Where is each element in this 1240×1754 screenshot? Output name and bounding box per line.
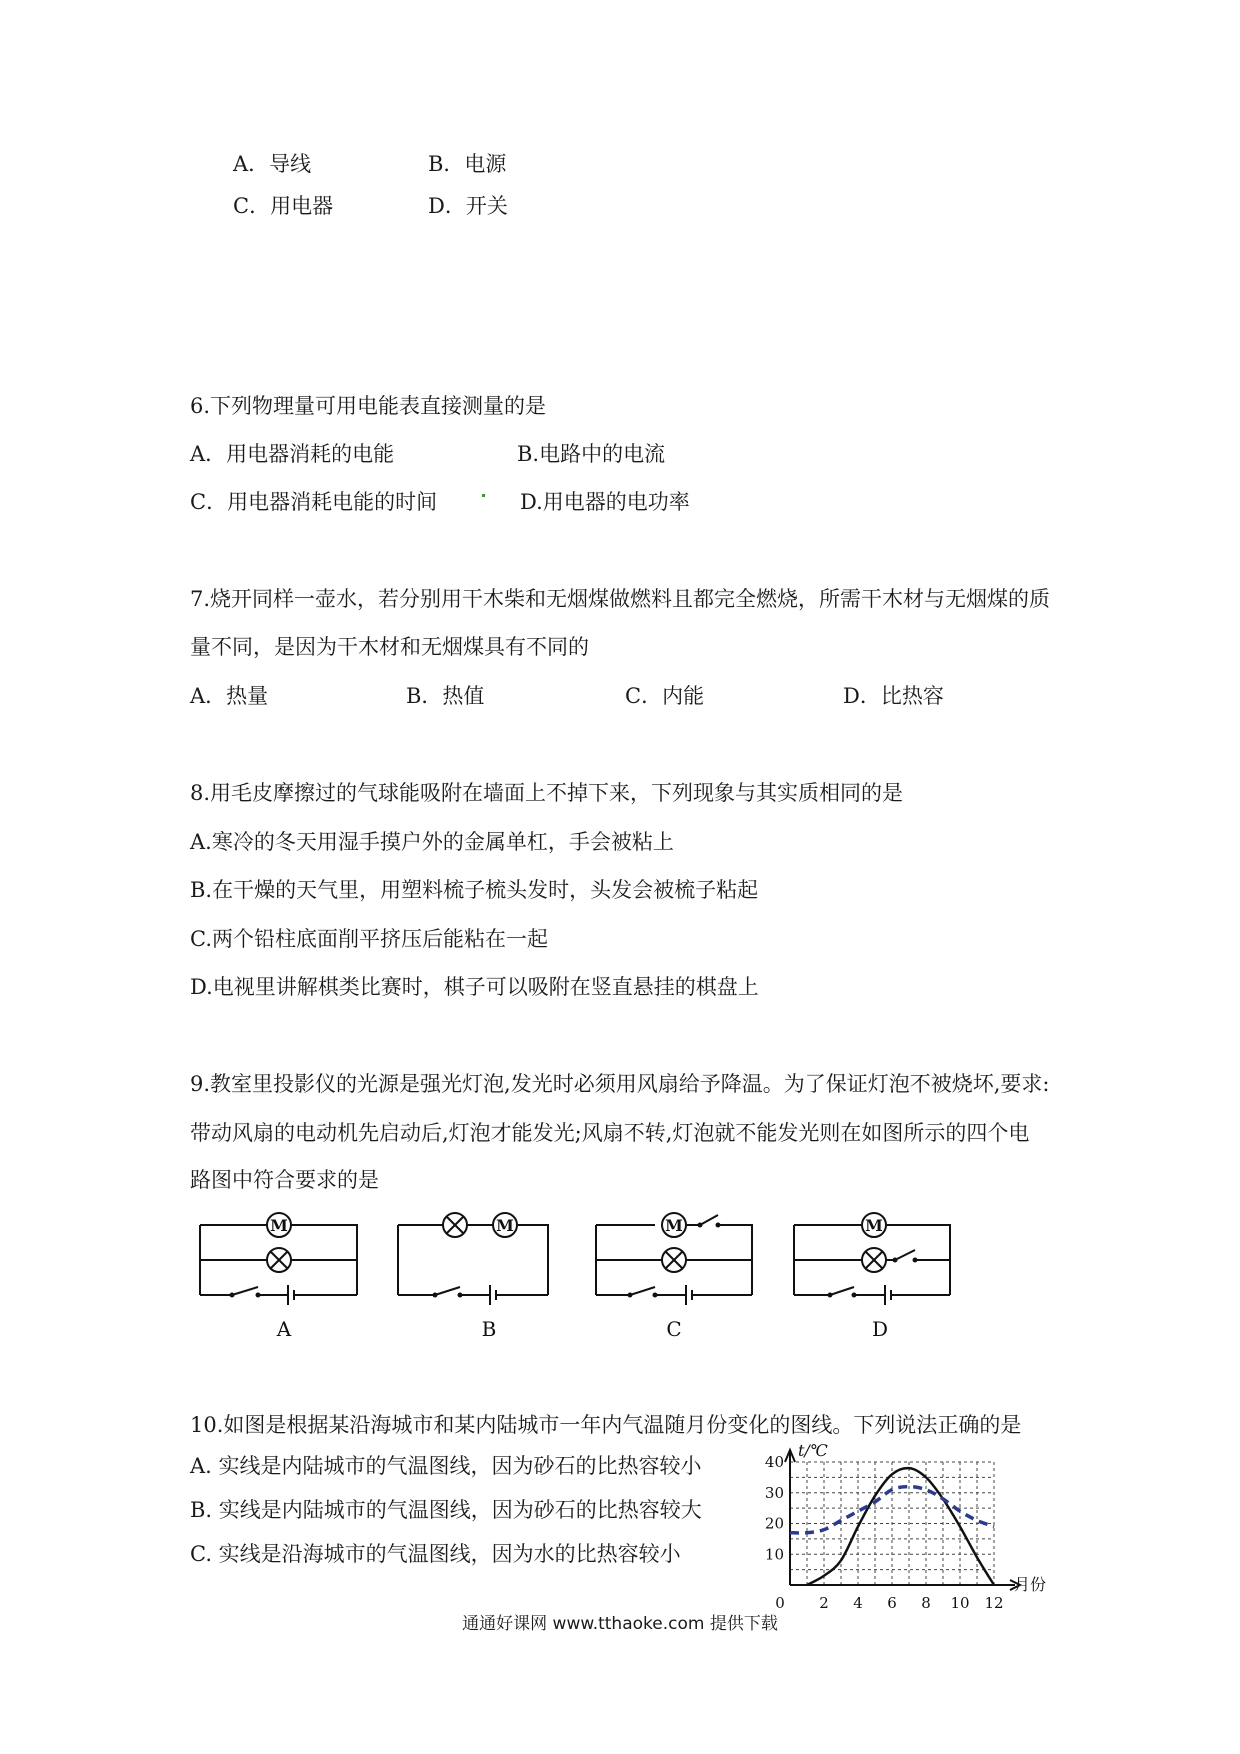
circuit-label-c: C xyxy=(666,1317,682,1341)
page-footer: 通通好课网 www.tthaoke.com 提供下载 xyxy=(462,1614,778,1634)
q8-option-c: C.两个铅柱底面削平挤压后能粘在一起 xyxy=(190,927,548,951)
q7-option-c: C．内能 xyxy=(625,684,705,708)
q10-stem: 10.如图是根据某沿海城市和某内陆城市一年内气温随月份变化的图线。下列说法正确的是 xyxy=(190,1413,1022,1437)
x-tick-label: 6 xyxy=(887,1594,897,1612)
y-tick-label: 30 xyxy=(764,1483,784,1502)
q6-option-a: A．用电器消耗的电能 xyxy=(190,442,395,466)
q7-option-b: B．热值 xyxy=(406,684,485,708)
y-tick-label: 40 xyxy=(764,1453,784,1471)
y-tick-label: 20 xyxy=(764,1514,784,1533)
q10-option-b: B. 实线是内陆城市的气温图线，因为砂石的比热容较大 xyxy=(190,1498,702,1522)
q9-stem-line1: 9.教室里投影仪的光源是强光灯泡,发光时必须用风扇给予降温。为了保证灯泡不被烧坏,要求: xyxy=(190,1072,1050,1096)
circuit-label-d: D xyxy=(871,1317,889,1341)
temperature-chart xyxy=(740,1440,1060,1620)
circuit-label-a: A xyxy=(276,1317,292,1341)
motor-label-d: M xyxy=(865,1216,883,1235)
chart-grid xyxy=(790,1462,994,1585)
y-axis-label: t/℃ xyxy=(798,1441,828,1460)
lamp-symbol-b xyxy=(443,1213,467,1237)
q6-stem: 6.下列物理量可用电能表直接测量的是 xyxy=(190,394,547,418)
q7-option-d: D．比热容 xyxy=(843,684,944,708)
stray-dot xyxy=(482,494,485,497)
motor-label-a: M xyxy=(270,1216,288,1235)
lamp-symbol-a xyxy=(267,1248,291,1272)
q10-option-a: A. 实线是内陆城市的气温图线，因为砂石的比热容较小 xyxy=(190,1454,702,1478)
q6-option-d: D.用电器的电功率 xyxy=(520,490,690,514)
x-tick-label: 8 xyxy=(921,1594,931,1612)
chart-series xyxy=(790,1468,994,1585)
circuit-diagrams xyxy=(190,1195,970,1345)
q10-option-c: C. 实线是沿海城市的气温图线，因为水的比热容较小 xyxy=(190,1542,681,1566)
q5-option-c: C．用电器 xyxy=(233,194,334,218)
q5-option-a: A．导线 xyxy=(233,152,312,176)
lamp-symbol-d xyxy=(862,1248,886,1272)
x-axis-label: 月份 xyxy=(1014,1575,1047,1594)
y-tick-label: 10 xyxy=(764,1545,784,1564)
x-tick-label: 0 xyxy=(775,1594,785,1612)
q8-option-a: A.寒冷的冬天用湿手摸户外的金属单杠，手会被粘上 xyxy=(190,830,674,854)
lamp-symbol-c xyxy=(662,1248,686,1272)
q7-stem-line1: 7.烧开同样一壶水，若分别用干木柴和无烟煤做燃料且都完全燃烧，所需干木材与无烟煤的质 xyxy=(190,587,1051,611)
x-tick-label: 12 xyxy=(984,1594,1004,1612)
q6-option-c: C．用电器消耗电能的时间 xyxy=(190,490,438,514)
motor-label-c: M xyxy=(665,1216,683,1235)
motor-label-b: M xyxy=(496,1216,514,1235)
chart-ticks xyxy=(765,1453,1004,1612)
q7-stem-line2: 量不同，是因为干木材和无烟煤具有不同的 xyxy=(190,635,589,659)
q5-option-d: D．开关 xyxy=(428,194,508,218)
circuit-b xyxy=(398,1225,548,1305)
q9-stem-line3: 路图中符合要求的是 xyxy=(190,1168,379,1192)
q8-stem: 8.用毛皮摩擦过的气球能吸附在墙面上不掉下来，下列现象与其实质相同的是 xyxy=(190,781,904,805)
q8-option-b: B.在干燥的天气里，用塑料梳子梳头发时，头发会被梳子粘起 xyxy=(190,878,759,902)
x-tick-label: 4 xyxy=(853,1594,863,1612)
x-tick-label: 2 xyxy=(819,1594,829,1612)
q6-option-b: B.电路中的电流 xyxy=(517,442,666,466)
q9-stem-line2: 带动风扇的电动机先启动后,灯泡才能发光;风扇不转,灯泡就不能发光则在如图所示的四个电 xyxy=(190,1121,1030,1145)
x-tick-label: 10 xyxy=(950,1594,970,1612)
q8-option-d: D.电视里讲解棋类比赛时，棋子可以吸附在竖直悬挂的棋盘上 xyxy=(190,975,759,999)
q5-option-b: B．电源 xyxy=(428,152,507,176)
q7-option-a: A．热量 xyxy=(190,684,269,708)
circuit-label-b: B xyxy=(481,1317,497,1341)
